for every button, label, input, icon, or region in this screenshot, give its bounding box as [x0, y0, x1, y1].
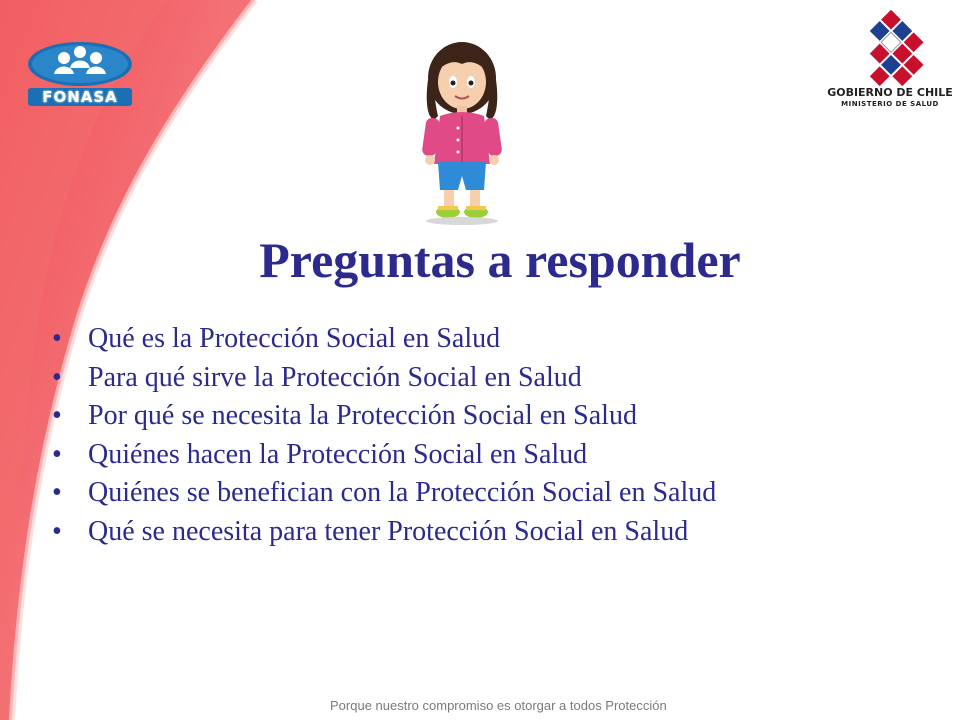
list-item: [52, 359, 912, 398]
list-item-text: Quiénes hacen la Protección Social en Salud: [88, 438, 588, 470]
list-item: [52, 397, 912, 436]
list-item: [52, 320, 912, 359]
list-item-text: Quiénes se benefician con la Protección Social en Salud: [88, 477, 717, 508]
bullet-icon: •: [52, 477, 62, 508]
list-item-text: Qué se necesita para tener Protección Social en Salud: [88, 515, 689, 547]
bullet-icon: •: [52, 361, 62, 393]
list-item-text: Por qué se necesita la Protección Social en Salud: [88, 400, 637, 431]
slide-title: Preguntas a responder: [259, 232, 741, 288]
gobierno-subtitle: MINISTERIO DE SALUD: [841, 100, 939, 108]
fonasa-logo-text: FONASA: [42, 88, 118, 106]
question-list: [52, 320, 912, 551]
list-item-text: Para qué sirve la Protección Social en Salud: [88, 361, 582, 393]
list-item: [52, 513, 912, 552]
list-item: [52, 436, 912, 475]
bullet-icon: •: [52, 400, 62, 431]
bullet-icon: •: [52, 323, 62, 354]
gobierno-title: GOBIERNO DE CHILE: [827, 86, 953, 99]
list-item: [52, 474, 912, 513]
bullet-icon: •: [52, 438, 62, 470]
footer-tagline: Porque nuestro compromiso es otorgar a todos Protección: [330, 698, 667, 713]
girl-mascot-image: [412, 38, 512, 226]
list-item-text: Qué es la Protección Social en Salud: [88, 323, 501, 354]
bullet-icon: •: [52, 515, 62, 547]
